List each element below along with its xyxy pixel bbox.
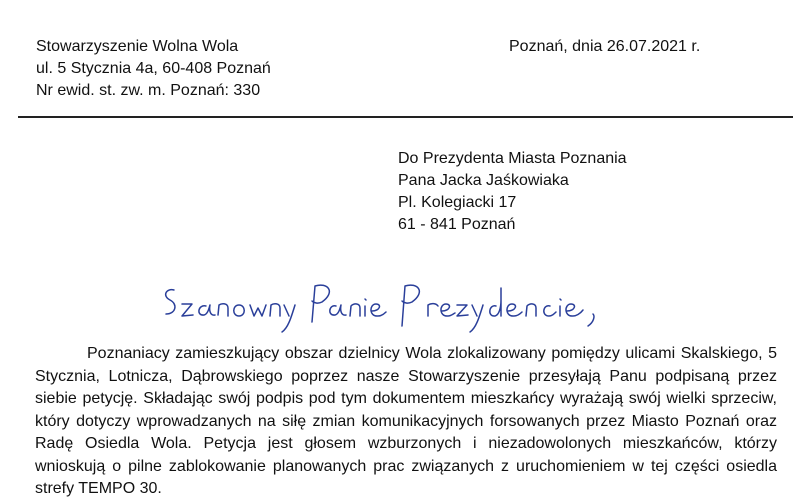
recipient-line-name: Pana Jacka Jaśkowiaka	[398, 172, 569, 189]
letter-body-paragraph: Poznaniacy zamieszkujący obszar dzielnicy Wola zlokalizowany pomiędzy ulicami Skalskiego, 5 Stycznia, Lotnicza, Dąbrowskiego poprzez nasze Stowarzyszenie przesyłają Panu podpisaną przez siebie petycję. Składając swój podpis pod tym dokumentem mieszkańcy wyrażają swój wielki sprzeciw, który dotyczy wprowadzanych na siłę zmian komunikacyjnych forsowanych przez Miasto Poznań oraz Radę Osiedla Wola. Petycja jest głosem wzburzonych i niezadowolonych mieszkańców, którzy wnioskują o pilne zablokowanie planowanych prac związanych z uruchomieniem w tej części osiedla strefy TEMPO 30.	[35, 345, 777, 497]
header-divider	[18, 116, 793, 118]
recipient-line-street: Pl. Kolegiacki 17	[398, 194, 517, 211]
sender-block	[36, 36, 271, 102]
handwriting-drawing	[160, 270, 630, 346]
recipient-line-city: 61 - 841 Poznań	[398, 216, 516, 233]
sender-organization: Stowarzyszenie Wolna Wola	[36, 38, 239, 55]
recipient-block	[398, 148, 627, 236]
handwritten-salutation	[160, 270, 630, 346]
recipient-line-title: Do Prezydenta Miasta Poznania	[398, 150, 627, 167]
sender-address: ul. 5 Stycznia 4a, 60-408 Poznań	[36, 60, 271, 77]
letter-date: Poznań, dnia 26.07.2021 r.	[509, 38, 701, 55]
sender-registry-number: Nr ewid. st. zw. m. Poznań: 330	[36, 82, 261, 99]
